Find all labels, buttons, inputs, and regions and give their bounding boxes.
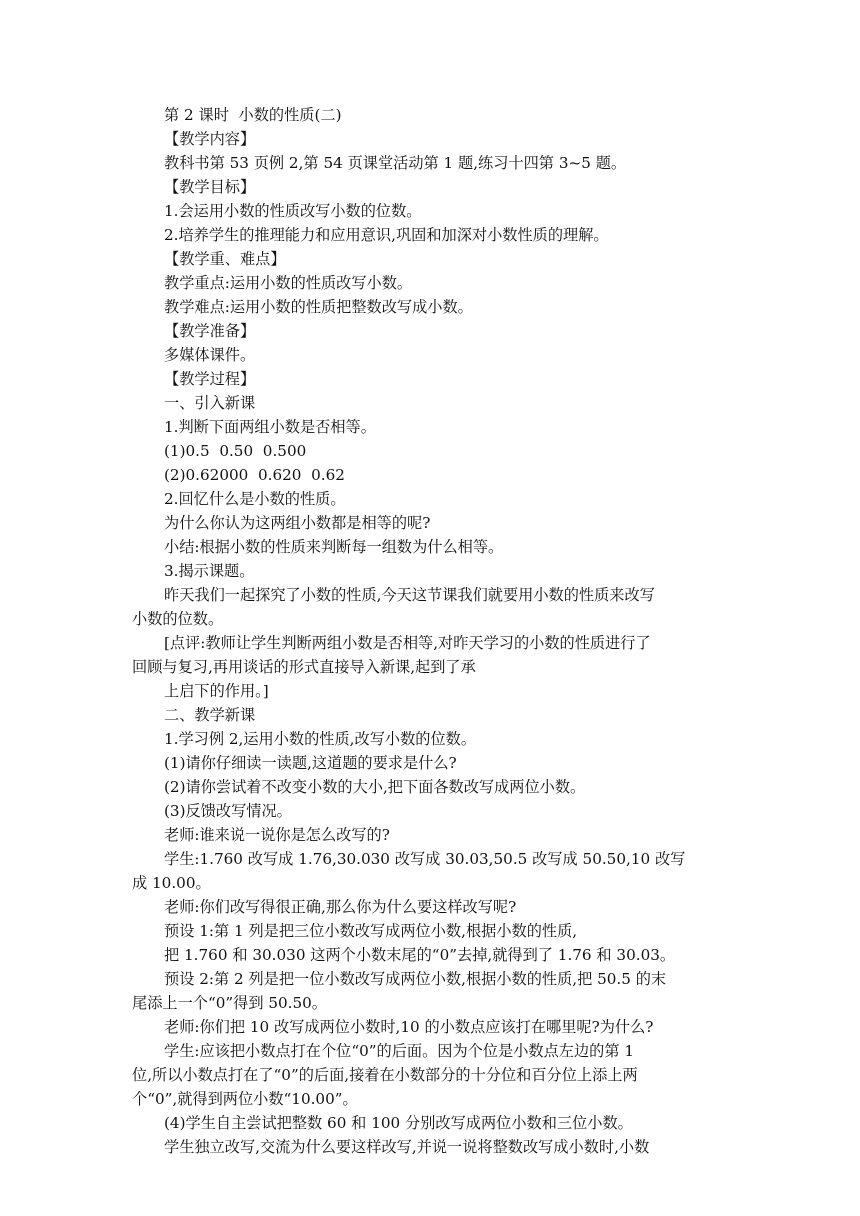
subsection-heading: 二、教学新课	[164, 706, 256, 724]
text-line: (1)0.5 0.50 0.500	[164, 442, 307, 460]
text-line: 教学重点:运用小数的性质改写小数。	[164, 274, 413, 292]
section-heading: 【教学内容】	[164, 130, 256, 148]
text-line: 学生:1.760 改写成 1.76,30.030 改写成 30.03,50.5 改写成 50.50,10 改写	[164, 850, 686, 868]
comment-line: [点评:教师让学生判断两组小数是否相等,对昨天学习的小数的性质进行了	[164, 634, 651, 652]
text-line: 为什么你认为这两组小数都是相等的呢?	[164, 514, 431, 532]
text-line: (4)学生自主尝试把整数 60 和 100 分别改写成两位小数和三位小数。	[164, 1114, 633, 1132]
section-heading: 【教学重、难点】	[164, 250, 286, 268]
text-line: 预设 1:第 1 列是把三位小数改写成两位小数,根据小数的性质,	[164, 922, 578, 940]
text-line: (1)请你仔细读一读题,这道题的要求是什么?	[164, 754, 457, 772]
text-line: 昨天我们一起探究了小数的性质,今天这节课我们就要用小数的性质来改写	[164, 586, 655, 604]
text-line: 预设 2:第 2 列是把一位小数改写成两位小数,根据小数的性质,把 50.5 的末	[164, 970, 667, 988]
text-line: 1.学习例 2,运用小数的性质,改写小数的位数。	[164, 730, 477, 748]
subsection-heading: 一、引入新课	[164, 394, 256, 412]
comment-line: 上启下的作用。]	[164, 682, 269, 700]
text-line: 学生独立改写,交流为什么要这样改写,并说一说将整数改写成小数时,小数	[164, 1138, 650, 1156]
section-heading: 【教学目标】	[164, 178, 256, 196]
text-line: 教科书第 53 页例 2,第 54 页课堂活动第 1 题,练习十四第 3~5 题。	[164, 154, 627, 172]
text-line: (2)请你尝试着不改变小数的大小,把下面各数改写成两位小数。	[164, 778, 586, 796]
text-line: 2.回忆什么是小数的性质。	[164, 490, 346, 508]
text-line: 3.揭示课题。	[164, 562, 255, 580]
text-line: 多媒体课件。	[164, 346, 256, 364]
comment-line: 回顾与复习,再用谈话的形式直接导入新课,起到了承	[132, 658, 476, 676]
text-line: 小数的位数。	[132, 610, 224, 628]
text-line: 个“0”,就得到两位小数“10.00”。	[132, 1090, 358, 1108]
text-line: (3)反馈改写情况。	[164, 802, 292, 820]
lesson-title: 第 2 课时 小数的性质(二)	[164, 106, 342, 124]
text-line: 小结:根据小数的性质来判断每一组数为什么相等。	[164, 538, 504, 556]
text-line: 1.会运用小数的性质改写小数的位数。	[164, 202, 422, 220]
text-line: 老师:谁来说一说你是怎么改写的?	[164, 826, 390, 844]
text-line: 把 1.760 和 30.030 这两个小数末尾的“0”去掉,就得到了 1.76 和 30.03。	[164, 946, 676, 964]
text-line: 成 10.00。	[132, 874, 211, 892]
text-line: 位,所以小数点打在了“0”的后面,接着在小数部分的十分位和百分位上添上两	[132, 1066, 638, 1084]
text-line: (2)0.62000 0.620 0.62	[164, 466, 345, 484]
text-line: 1.判断下面两组小数是否相等。	[164, 418, 376, 436]
text-line: 2.培养学生的推理能力和应用意识,巩固和加深对小数性质的理解。	[164, 226, 609, 244]
text-line: 教学难点:运用小数的性质把整数改写成小数。	[164, 298, 473, 316]
text-line: 学生:应该把小数点打在个位“0”的后面。因为个位是小数点左边的第 1	[164, 1042, 635, 1060]
section-heading: 【教学准备】	[164, 322, 256, 340]
text-line: 尾添上一个“0”得到 50.50。	[132, 994, 327, 1012]
text-line: 老师:你们改写得很正确,那么你为什么要这样改写呢?	[164, 898, 517, 916]
section-heading: 【教学过程】	[164, 370, 256, 388]
text-line: 老师:你们把 10 改写成两位小数时,10 的小数点应该打在哪里呢?为什么?	[164, 1018, 654, 1036]
